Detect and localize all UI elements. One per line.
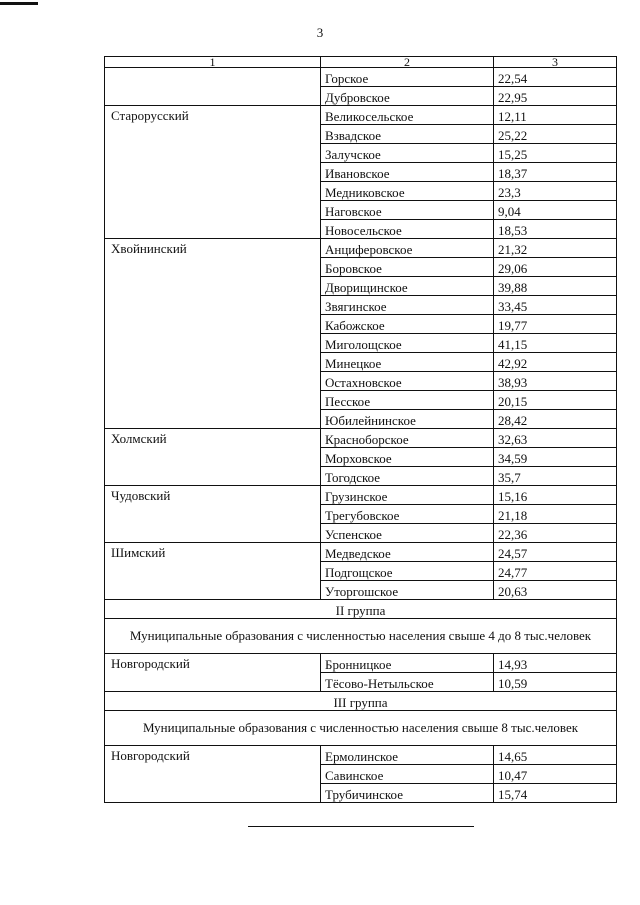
settlement-value: 14,93 (494, 654, 617, 673)
column-header-1: 1 (105, 57, 321, 68)
settlement-name: Ивановское (321, 163, 494, 182)
settlement-value: 21,18 (494, 505, 617, 524)
settlement-value: 18,53 (494, 220, 617, 239)
table-row (105, 746, 617, 765)
settlement-value: 38,93 (494, 372, 617, 391)
settlement-value: 42,92 (494, 353, 617, 372)
page-number: 3 (316, 25, 324, 40)
district-name: Шимский (105, 543, 321, 600)
table-row (105, 486, 617, 505)
settlement-value: 32,63 (494, 429, 617, 448)
settlement-value: 21,32 (494, 239, 617, 258)
group-description-row (105, 711, 617, 746)
district-name: Новгородский (105, 746, 321, 803)
district-name: Чудовский (105, 486, 321, 543)
settlement-value: 18,37 (494, 163, 617, 182)
settlement-name: Кабожское (321, 315, 494, 334)
settlement-name: Анциферовское (321, 239, 494, 258)
group-heading-row (105, 600, 617, 619)
table-row (105, 429, 617, 448)
group-description: Муниципальные образования с численностью населения свыше 8 тыс.человек (105, 711, 617, 746)
table-row (105, 654, 617, 673)
district-name: Холмский (105, 429, 321, 486)
settlement-value: 15,16 (494, 486, 617, 505)
settlement-name: Тёсово-Нетыльское (321, 673, 494, 692)
settlement-value: 34,59 (494, 448, 617, 467)
settlement-name: Бронницкое (321, 654, 494, 673)
settlement-value: 28,42 (494, 410, 617, 429)
settlement-name: Новосельское (321, 220, 494, 239)
settlement-name: Красноборское (321, 429, 494, 448)
settlement-value: 12,11 (494, 106, 617, 125)
settlement-name: Горское (321, 68, 494, 87)
settlement-name: Подгощское (321, 562, 494, 581)
settlement-value: 10,59 (494, 673, 617, 692)
column-header-3: 3 (494, 57, 617, 68)
group-description-row (105, 619, 617, 654)
settlement-name: Тогодское (321, 467, 494, 486)
district-name (105, 68, 321, 106)
settlement-value: 22,54 (494, 68, 617, 87)
table-body (105, 57, 617, 803)
settlement-name: Миголощское (321, 334, 494, 353)
settlement-name: Успенское (321, 524, 494, 543)
settlement-value: 15,25 (494, 144, 617, 163)
settlement-name: Морховское (321, 448, 494, 467)
settlement-value: 15,74 (494, 784, 617, 803)
settlement-name: Медведское (321, 543, 494, 562)
settlement-value: 22,36 (494, 524, 617, 543)
settlement-name: Трегубовское (321, 505, 494, 524)
table-row (105, 543, 617, 562)
settlement-name: Дворищинское (321, 277, 494, 296)
settlement-name: Великосельское (321, 106, 494, 125)
district-name: Новгородский (105, 654, 321, 692)
settlement-name: Дубровское (321, 87, 494, 106)
settlement-name: Трубичинское (321, 784, 494, 803)
settlement-name: Звягинское (321, 296, 494, 315)
settlement-value: 24,57 (494, 543, 617, 562)
table-row (105, 68, 617, 87)
settlement-value: 10,47 (494, 765, 617, 784)
settlement-name: Медниковское (321, 182, 494, 201)
group-description: Муниципальные образования с численностью населения свыше 4 до 8 тыс.человек (105, 619, 617, 654)
settlement-name: Взвадское (321, 125, 494, 144)
settlement-name: Остахновское (321, 372, 494, 391)
settlement-value: 23,3 (494, 182, 617, 201)
group-heading-row (105, 692, 617, 711)
settlement-value: 35,7 (494, 467, 617, 486)
group-heading: II группа (105, 600, 617, 619)
settlement-name: Юбилейнинское (321, 410, 494, 429)
district-name: Старорусский (105, 106, 321, 239)
corner-mark (0, 2, 38, 5)
settlement-value: 39,88 (494, 277, 617, 296)
settlement-value: 20,63 (494, 581, 617, 600)
column-header-row (105, 57, 617, 68)
column-header-2: 2 (321, 57, 494, 68)
settlement-name: Песское (321, 391, 494, 410)
settlement-name: Грузинское (321, 486, 494, 505)
settlement-value: 41,15 (494, 334, 617, 353)
municipal-table (104, 56, 617, 803)
settlement-name: Боровское (321, 258, 494, 277)
settlement-value: 29,06 (494, 258, 617, 277)
table-row (105, 239, 617, 258)
group-heading: III группа (105, 692, 617, 711)
settlement-name: Залучское (321, 144, 494, 163)
settlement-name: Ермолинское (321, 746, 494, 765)
settlement-value: 14,65 (494, 746, 617, 765)
settlement-value: 24,77 (494, 562, 617, 581)
table-row (105, 106, 617, 125)
settlement-value: 33,45 (494, 296, 617, 315)
settlement-name: Савинское (321, 765, 494, 784)
settlement-value: 20,15 (494, 391, 617, 410)
footer-rule (248, 826, 474, 827)
settlement-name: Наговское (321, 201, 494, 220)
settlement-value: 19,77 (494, 315, 617, 334)
settlement-value: 9,04 (494, 201, 617, 220)
district-name: Хвойнинский (105, 239, 321, 429)
settlement-name: Минецкое (321, 353, 494, 372)
settlement-value: 22,95 (494, 87, 617, 106)
settlement-name: Уторгошское (321, 581, 494, 600)
settlement-value: 25,22 (494, 125, 617, 144)
